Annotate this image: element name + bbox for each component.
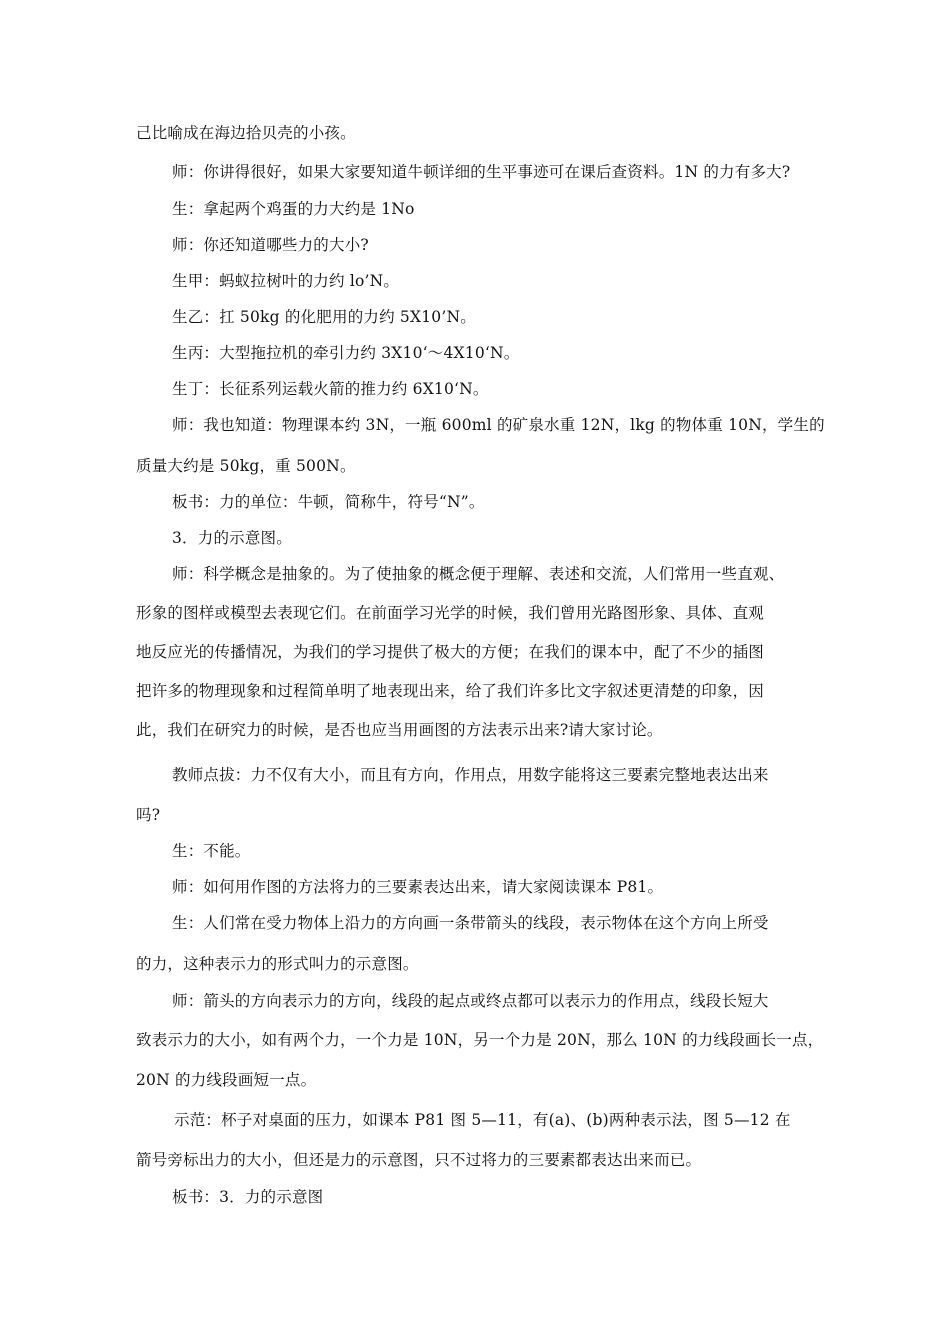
text-line: 师：如何用作图的方法将力的三要素表达出来，请大家阅读课本 P81。 <box>172 878 664 896</box>
text-line: 己比喻成在海边拾贝壳的小孩。 <box>136 124 356 142</box>
section-heading: 3．力的示意图。 <box>172 529 292 547</box>
text-line: 板书：3．力的示意图 <box>172 1188 324 1206</box>
text-line: 地反应光的传播情况，为我们的学习提供了极大的方便；在我们的课本中，配了不少的插图 <box>136 643 765 661</box>
text-line: 示范：杯子对桌面的压力，如课本 P81 图 5—11，有(a)、(b)两种表示法，图 5—12 在 <box>174 1111 791 1129</box>
text-line: 师：箭头的方向表示力的方向，线段的起点或终点都可以表示力的作用点，线段长短大 <box>172 992 769 1010</box>
text-line: 生丙：大型拖拉机的牵引力约 3X10‘～4X10‘N。 <box>172 344 520 362</box>
text-line: 的力，这种表示力的形式叫力的示意图。 <box>136 955 419 973</box>
text-line: 生丁：长征系列运载火箭的推力约 6X10‘N。 <box>172 380 489 398</box>
text-line: 板书：力的单位：牛顿，简称牛，符号“N”。 <box>172 493 485 511</box>
text-line: 师：你讲得很好，如果大家要知道牛顿详细的生平事迹可在课后查资料。1N 的力有多大? <box>172 163 791 181</box>
text-line: 生：人们常在受力物体上沿力的方向画一条带箭头的线段，表示物体在这个方向上所受 <box>172 914 769 932</box>
text-line: 致表示力的大小，如有两个力，一个力是 10N，另一个力是 20N，那么 10N 的力线段画长一点， <box>136 1031 824 1049</box>
text-line: 师：我也知道：物理课本约 3N，一瓶 600ml 的矿泉水重 12N，lkg 的物体重 10N，学生的 <box>172 416 825 434</box>
text-line: 把许多的物理现象和过程简单明了地表现出来，给了我们许多比文字叙述更清楚的印象，因 <box>136 682 765 700</box>
text-line: 吗? <box>136 806 161 824</box>
text-line: 生甲：蚂蚁拉树叶的力约 lo’N。 <box>172 272 400 290</box>
text-line: 生：不能。 <box>172 842 251 860</box>
text-line: 形象的图样或模型去表现它们。在前面学习光学的时候，我们曾用光路图形象、具体、直观 <box>136 604 765 622</box>
text-line: 师：你还知道哪些力的大小? <box>172 236 369 254</box>
text-line: 生乙：扛 50kg 的化肥用的力约 5X10’N。 <box>172 308 476 326</box>
text-line: 箭号旁标出力的大小，但还是力的示意图，只不过将力的三要素都表达出来而已。 <box>136 1151 702 1169</box>
text-line: 此，我们在研究力的时候，是否也应当用画图的方法表示出来?请大家讨论。 <box>136 721 663 739</box>
text-line: 生：拿起两个鸡蛋的力大约是 1No <box>172 200 415 218</box>
text-line: 20N 的力线段画短一点。 <box>136 1071 317 1089</box>
text-line: 教师点拔：力不仅有大小，而且有方向，作用点，用数字能将这三要素完整地表达出来 <box>172 766 769 784</box>
text-line: 质量大约是 50kg，重 500N。 <box>136 457 356 475</box>
text-line: 师：科学概念是抽象的。为了使抽象的概念便于理解、表述和交流，人们常用一些直观、 <box>172 565 785 583</box>
